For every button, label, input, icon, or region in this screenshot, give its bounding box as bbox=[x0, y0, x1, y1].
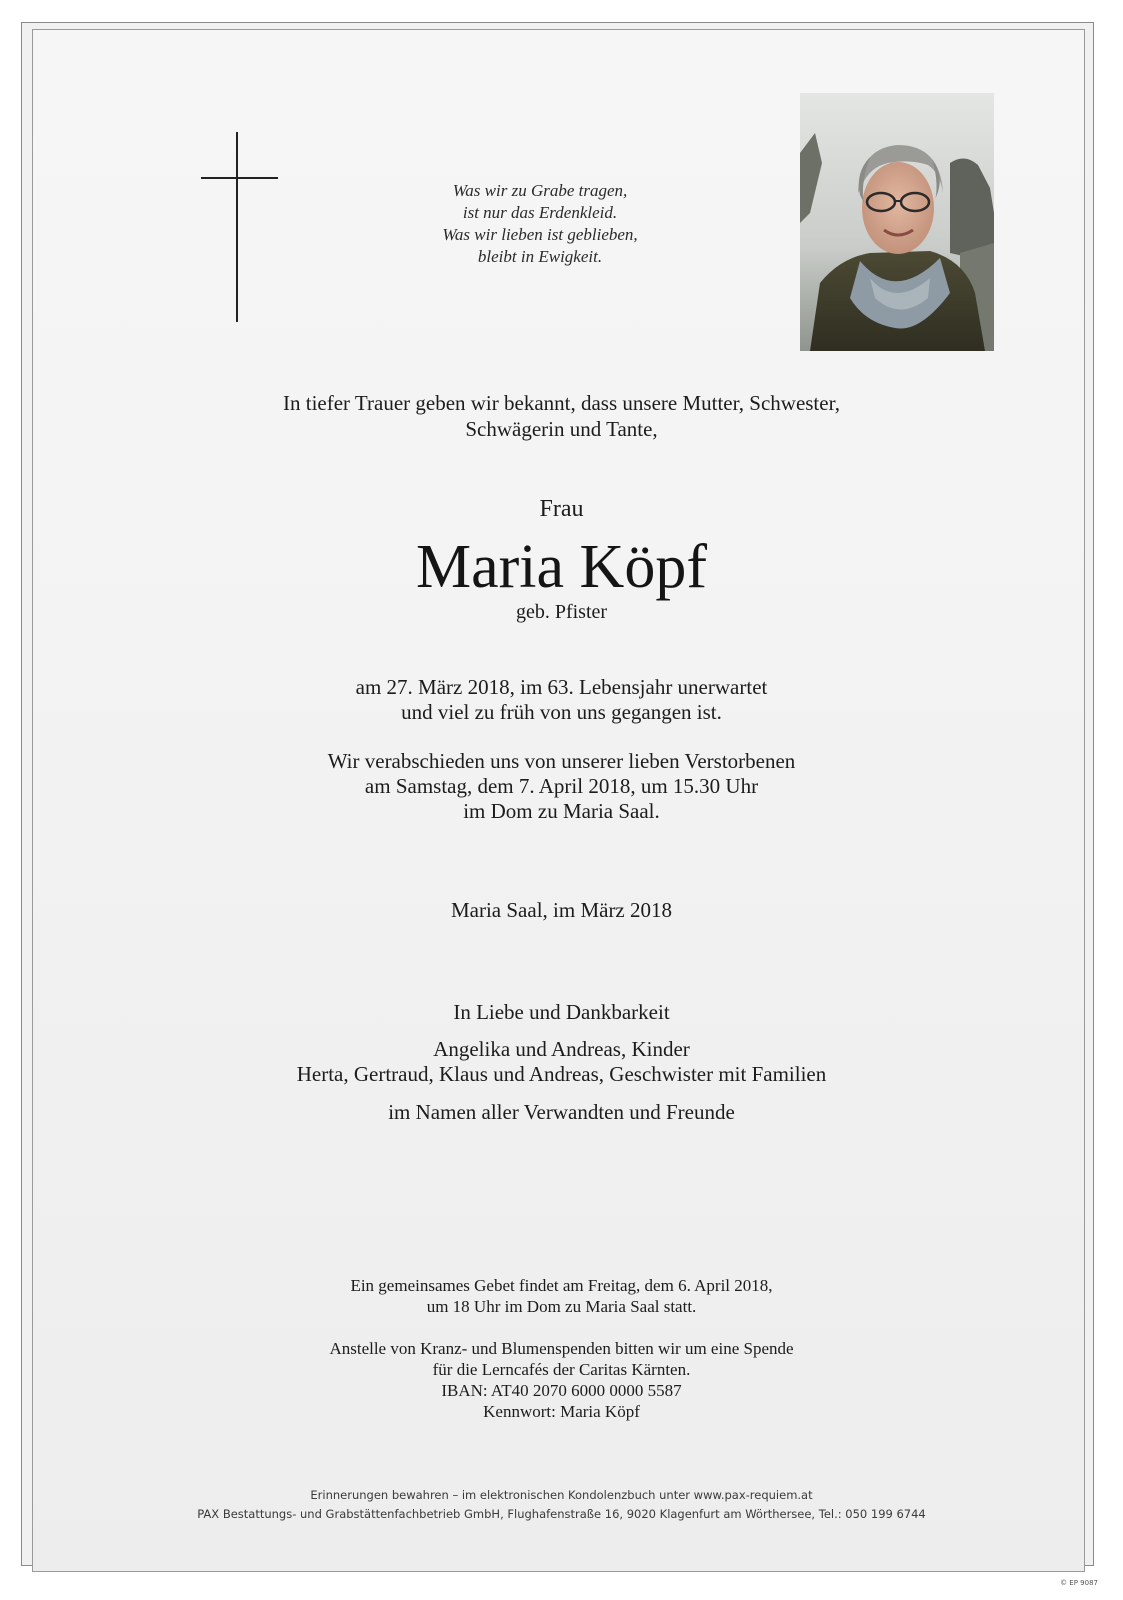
cross-horizontal-bar bbox=[201, 177, 278, 179]
quote-line: Was wir lieben ist geblieben, bbox=[442, 225, 638, 244]
footer-company-line: PAX Bestattungs- und Grabstättenfachbetrieb GmbH, Flughafenstraße 16, 9020 Klagenfurt am Wörthersee, Tel.: 050 199 6744 bbox=[197, 1507, 926, 1521]
farewell-text bbox=[0, 749, 1123, 824]
farewell-line: im Dom zu Maria Saal. bbox=[463, 799, 660, 823]
family-list bbox=[0, 1037, 1123, 1087]
place-date-text: Maria Saal, im März 2018 bbox=[450, 898, 673, 922]
death-text bbox=[0, 675, 1123, 725]
footer-condolence-line: Erinnerungen bewahren – im elektronischen Kondolenzbuch unter www.pax-requiem.at bbox=[310, 1488, 813, 1502]
signature-intro-text: In Liebe und Dankbarkeit bbox=[453, 1000, 670, 1024]
farewell-line: Wir verabschieden uns von unserer lieben Verstorbenen bbox=[327, 749, 796, 773]
announcement-line: In tiefer Trauer geben wir bekannt, dass unsere Mutter, Schwester, bbox=[283, 391, 840, 415]
donation-notice bbox=[0, 1338, 1123, 1422]
quote-line: Was wir zu Grabe tragen, bbox=[452, 181, 628, 200]
portrait-image bbox=[800, 93, 994, 351]
maiden-name bbox=[0, 600, 1123, 624]
family-line: Herta, Gertraud, Klaus und Andreas, Geschwister mit Familien bbox=[296, 1062, 827, 1086]
maiden-name-text: geb. Pfister bbox=[515, 601, 608, 623]
signature-intro bbox=[0, 1000, 1123, 1025]
quote-line: bleibt in Ewigkeit. bbox=[477, 247, 603, 266]
place-date bbox=[0, 898, 1123, 923]
deceased-name bbox=[0, 532, 1123, 602]
salutation bbox=[0, 495, 1123, 523]
portrait-photo bbox=[800, 93, 994, 351]
donation-keyword: Kennwort: Maria Köpf bbox=[483, 1402, 640, 1421]
memorial-quote bbox=[360, 180, 720, 268]
salutation-text: Frau bbox=[539, 496, 584, 522]
prayer-line: Ein gemeinsames Gebet findet am Freitag, dem 6. April 2018, bbox=[350, 1276, 773, 1295]
prayer-line: um 18 Uhr im Dom zu Maria Saal statt. bbox=[426, 1297, 697, 1316]
farewell-line: am Samstag, dem 7. April 2018, um 15.30 Uhr bbox=[364, 774, 759, 798]
donation-line: Anstelle von Kranz- und Blumenspenden bitten wir um eine Spende bbox=[329, 1339, 794, 1358]
prayer-notice bbox=[0, 1275, 1123, 1317]
quote-line: ist nur das Erdenkleid. bbox=[462, 203, 618, 222]
death-text-line: und viel zu früh von uns gegangen ist. bbox=[401, 700, 722, 724]
ep-code: © EP 9087 bbox=[1060, 1579, 1098, 1587]
relatives-text: im Namen aller Verwandten und Freunde bbox=[388, 1100, 735, 1124]
family-line: Angelika und Andreas, Kinder bbox=[433, 1037, 690, 1061]
donation-iban: IBAN: AT40 2070 6000 0000 5587 bbox=[441, 1381, 682, 1400]
announcement-text bbox=[0, 390, 1123, 442]
deceased-name-text: Maria Köpf bbox=[416, 533, 707, 601]
footer bbox=[0, 1486, 1123, 1524]
relatives-line bbox=[0, 1100, 1123, 1125]
announcement-line: Schwägerin und Tante, bbox=[465, 417, 658, 441]
death-text-line: am 27. März 2018, im 63. Lebensjahr unerwartet bbox=[355, 675, 768, 699]
cross-vertical-bar bbox=[236, 132, 238, 322]
donation-line: für die Lerncafés der Caritas Kärnten. bbox=[432, 1360, 691, 1379]
